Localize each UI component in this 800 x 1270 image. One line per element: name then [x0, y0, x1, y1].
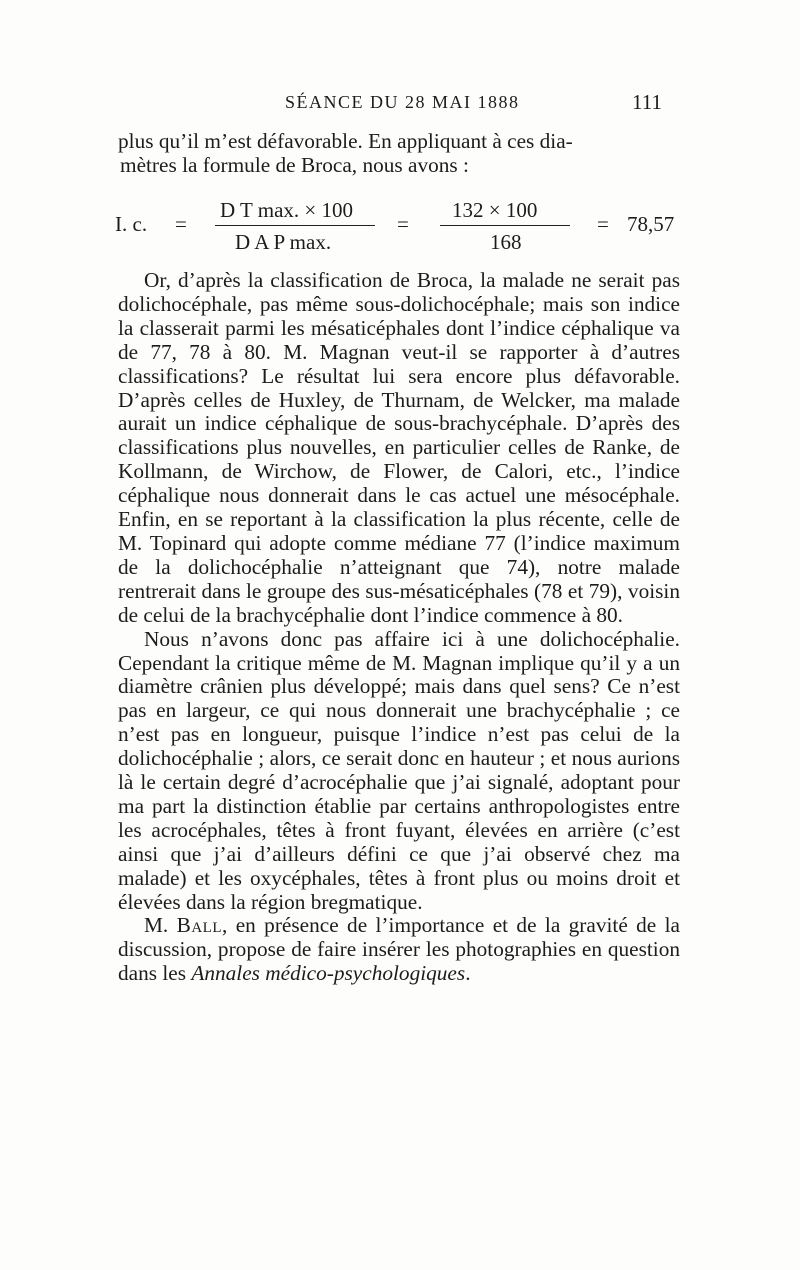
formula-numerator-1: D T max. × 100: [220, 198, 353, 222]
formula-denominator-1: D A P max.: [235, 230, 332, 254]
paragraph-1: Or, d’après la classification de Broca, la malade ne serait pas dolichocéphale, pas même sous-dolichocéphale; mais son indice la classerait parmi les mésaticéphales dont l’indice céphalique va de 77, 78 à 80. M. Magnan veut-il se rapporter à d’autres classifications? Le résultat lui sera encore plus défavorable. D’après celles de Huxley, de Thurnam, de Welcker, ma malade aurait un indice céphalique de sous-brachycéphale. D’après des classifications plus nouvelles, en particulier celles de Ranke, de Kollmann, de Wirchow, de Flower, de Calori, etc., l’indice céphalique nous donnerait dans le cas actuel une mésocéphale. Enfin, en se reportant à la classification la plus récente, celle de M. Topinard qui adopte comme médiane 77 (l’indice maximum de la dolichocéphalie n’atteignant que 74), notre malade rentrerait dans le groupe des sus-mésaticéphales (78 et 79), voisin de celui de la brachycéphalie dont l’indice commence à 80.: [118, 268, 680, 627]
formula-equals-1: =: [175, 212, 187, 236]
paragraph-3: [118, 914, 680, 986]
formula-result: 78,57: [627, 212, 675, 236]
intro-line-1: plus qu’il m’est défavorable. En appliquant à ces dia-: [118, 129, 573, 153]
intro-line-2: mètres la formule de Broca, nous avons :: [120, 152, 469, 177]
paragraph-2: Nous n’avons donc pas affaire ici à une dolichocéphalie. Cependant la critique même de M. Magnan implique qu’il y a un diamètre crânien plus développé; mais dans quel sens? Ce n’est pas en largeur, ce qui nous donnerait une brachycéphalie ; ce n’est pas en longueur, puisque l’indice n’est pas celui de la dolichocéphalie ; alors, ce serait donc en hauteur ; et nous aurions là le certain degré d’acrocéphalie que j’ai signalé, adoptant pour ma part la distinction établie par certains anthropologistes entre les acrocéphales, têtes à front fuyant, élevées en arrière (c’est ainsi que j’ai d’ailleurs défini ce que j’ai observé chez ma malade) et les oxycéphales, têtes à front plus ou moins droit et élevées dans la région bregmatique.: [118, 626, 680, 914]
paragraph-3-end: .: [465, 961, 471, 986]
speaker-name: Ball: [176, 913, 223, 938]
paragraph-3-body: , en présence de l’importance et de la gravité de la discussion, propose de faire insérer les photographies en question dans les: [118, 913, 680, 986]
formula-equals-3: =: [597, 212, 609, 236]
page-header: [0, 92, 800, 122]
page-number: 111: [632, 90, 662, 114]
running-title: SÉANCE DU 28 MAI 1888: [285, 92, 520, 112]
cephalic-index-formula: [115, 195, 690, 265]
formula-lhs: I. c.: [115, 212, 148, 236]
intro-text: [118, 130, 680, 178]
formula-numerator-2: 132 × 100: [452, 198, 538, 222]
speaker-prefix: M.: [144, 913, 177, 938]
fraction-bar-2: [440, 225, 570, 226]
journal-title: Annales médico-psychologiques: [191, 961, 466, 986]
body-text: [118, 269, 680, 986]
formula-denominator-2: 168: [490, 230, 522, 254]
formula-equals-2: =: [397, 212, 409, 236]
fraction-bar-1: [215, 225, 375, 226]
